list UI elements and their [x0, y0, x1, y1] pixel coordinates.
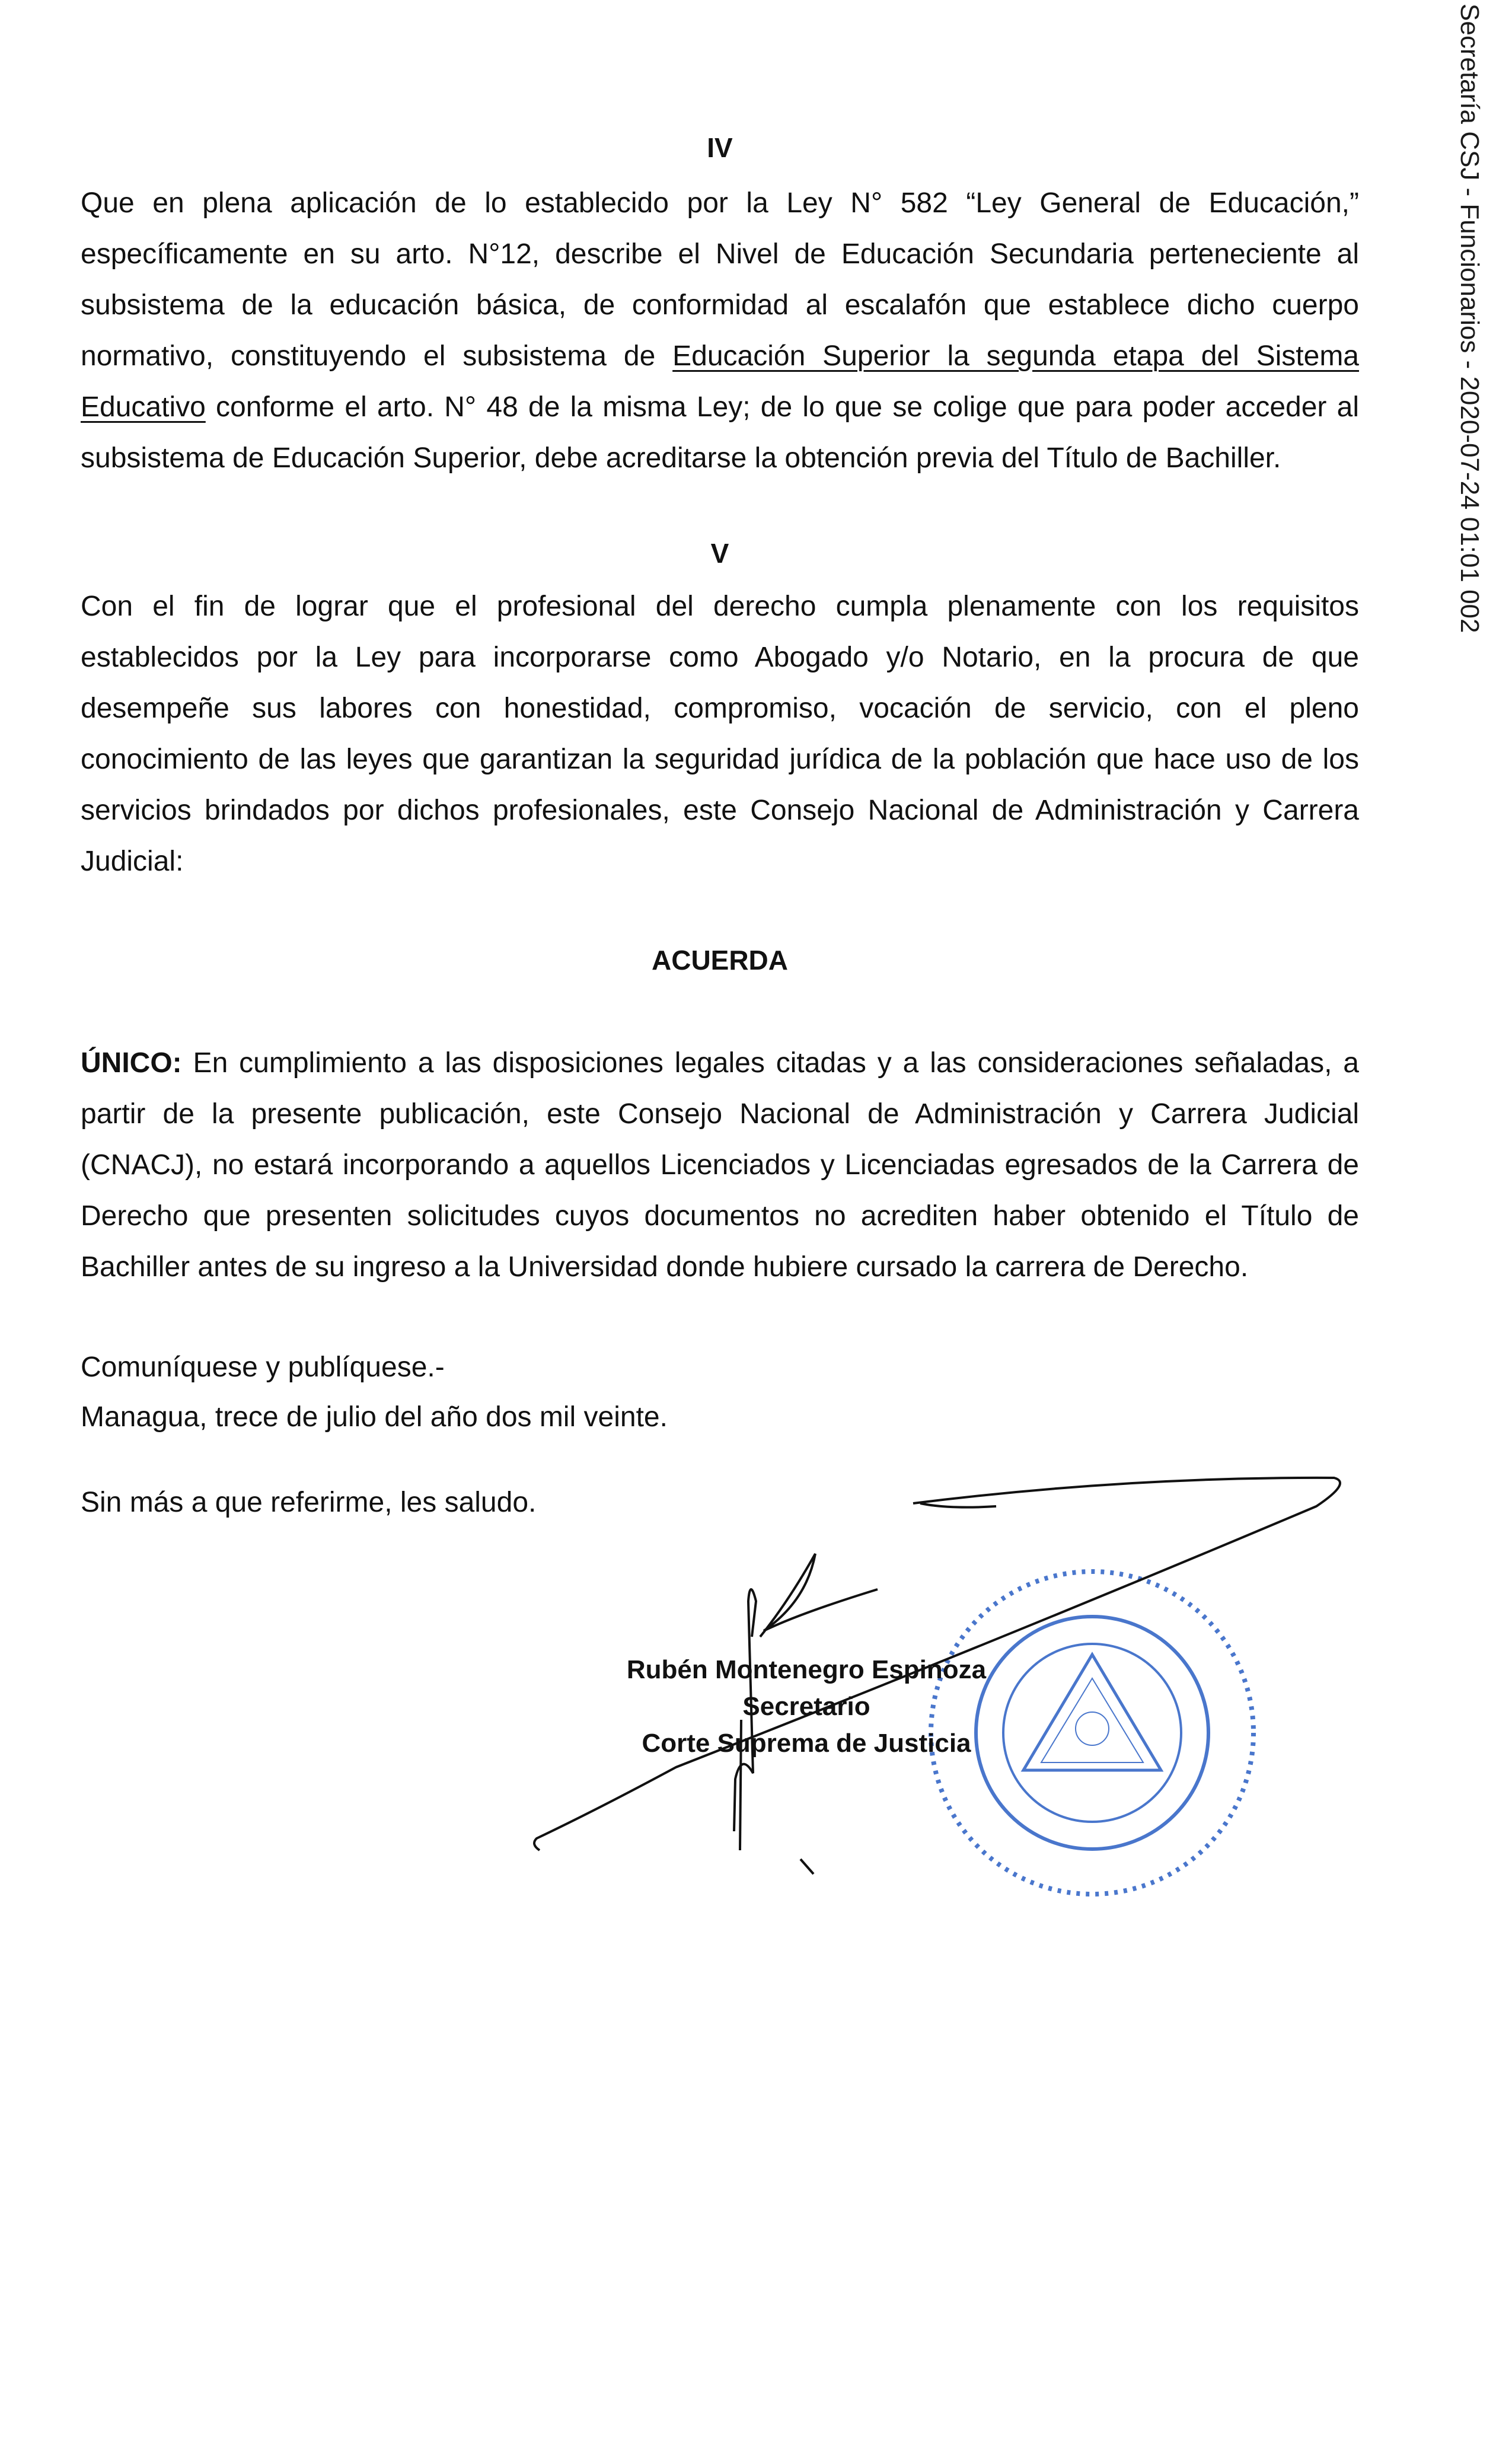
closing-line-1: Comuníquese y publíquese.-: [81, 1352, 445, 1383]
unico-label: ÚNICO:: [81, 1047, 182, 1079]
signer-name: Rubén Montenegro Espinoza: [626, 1655, 987, 1684]
signer-institution: Corte Suprema de Justicia: [642, 1729, 971, 1758]
acuerda-text: En cumplimiento a las disposiciones legales citadas y a las consideraciones señaladas, a partir de la presente publicación, este Consejo Nacional de Administración y Carrera Judicial (CNACJ), no estará incorporando a aquellos Licenciados y Licenciadas egresados de la Carrera de Derecho que presenten solicitudes cuyos documentos no acrediten haber obtenido el Título de Bachiller antes de su ingreso a la Universidad donde hubiere cursado la carrera de Derecho.: [81, 1047, 1359, 1283]
closing-line-2: Managua, trece de julio del año dos mil veinte.: [81, 1401, 668, 1433]
document-registry-stamp: Secretaría CSJ - Funcionarios - 2020-07-24 01:01 002: [1455, 4, 1484, 633]
section-iv-underlined-text: Educación Superior la segunda etapa del Sistema Educativo: [81, 340, 1360, 423]
signature-block: [540, 1652, 1073, 1762]
signer-role: Secretario: [742, 1692, 870, 1721]
closing-line-3: Sin más a que referirme, les saludo.: [81, 1487, 537, 1518]
section-v-paragraph: Con el fin de lograr que el profesional del derecho cumpla plenamente con los requisitos establecidos por la Ley para incorporarse como Abogado y/o Notario, en la procura de que desempeñe sus labores con honestidad, compromiso, vocación de servicio, con el pleno conocimiento de las leyes que garantizan la seguridad jurídica de la población que hace uso de los servicios brindados por dichos profesionales, este Consejo Nacional de Administración y Carrera Judicial:: [81, 591, 1359, 877]
section-iv-text-end: conforme el arto. N° 48 de la misma Ley; de lo que se colige que para poder acceder al subsistema de Educación Superior, debe acreditarse la obtención previa del Título de Bachiller.: [81, 391, 1359, 474]
section-v-numeral: V: [710, 538, 729, 569]
acuerda-title: ACUERDA: [652, 945, 788, 976]
section-iv-numeral: IV: [707, 132, 733, 163]
section-iv-text-start: Que en plena aplicación de lo establecido por la Ley N° 582 “Ley General de Educación,” específicamente en su arto. N°12, describe el Nivel de Educación Secundaria perteneciente al subsistema de la educación básica, de conformidad al escalafón que establece dicho cuerpo normativo, constituyendo el subsistema de: [81, 187, 1359, 372]
